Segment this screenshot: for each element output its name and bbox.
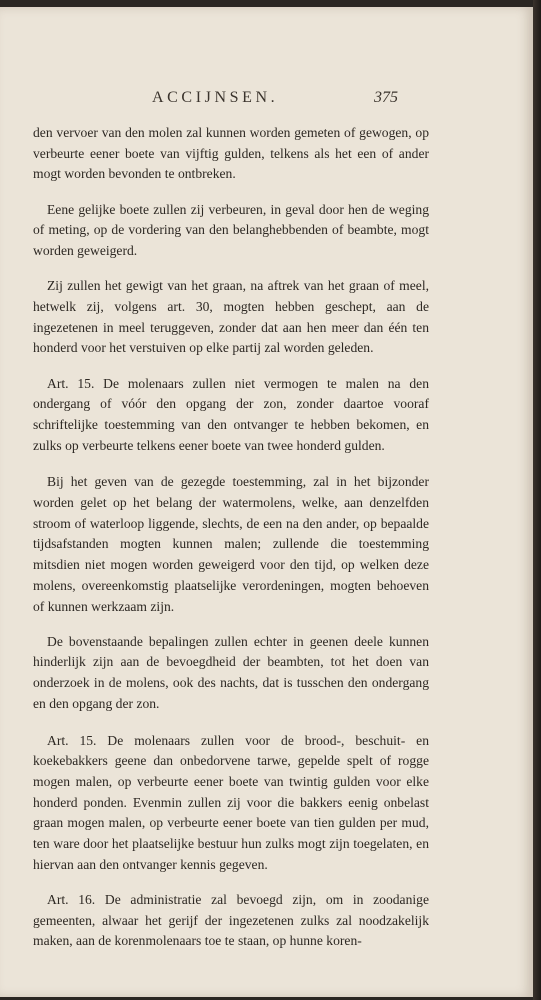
page-edge: [533, 0, 541, 1000]
article-paragraph: Art. 15. De molenaars zullen niet vermogen te malen na den ondergang of vóór den opgang der zon, zonder daartoe vooraf schriftelijke toestemming van den ontvanger te hebben bekomen, en zulks op verbeurte telkens eener boete van twee honderd gulden.: [33, 375, 429, 453]
paragraph: Zij zullen het gewigt van het graan, na aftrek van het graan of meel, hetwelk zij, volgens art. 30, mogten hebben geschept, aan de ingezetenen in meel teruggeven, zonder dat aan hen meer dan één ten honderd voor het verstuiven op elke partij zal worden geleden.: [33, 278, 429, 356]
running-title: ACCIJNSEN.: [152, 89, 279, 106]
paragraph: Eene gelijke boete zullen zij verbeuren, in geval door hen de weging of meting, op de vordering van den belanghebbenden of beambte, mogt worden geweigerd.: [33, 201, 429, 259]
article-paragraph: Art. 15. De molenaars zullen voor de brood-, beschuit- en koekebakkers geene dan onbedorvene tarwe, gepelde spelt of rogge mogen malen, op verbeurte eener boete van twintig gulden voor elke honderd ponden. Evenmin zullen zij voor die bakkers eenig onbelast graan mogen malen, op verbeurte eener boete van tien gulden per mud, ten ware door het plaatselijke bestuur hun zulks mogt zijn toegelaten, en hiervan aan den ontvanger kennis gegeven.: [33, 732, 429, 872]
paragraph: den vervoer van den molen zal kunnen worden gemeten of gewogen, op verbeurte eener boete van vijftig gulden, telkens als het een of ander mogt worden bevonden te ontbreken.: [33, 125, 429, 182]
paragraph: Bij het geven van de gezegde toestemming, zal in het bijzonder worden gelet op het belang der watermolens, welke, aan denzelfden stroom of waterloop liggende, slechts, de een na den ander, op bepaalde tijdsafstanden mogten kunnen malen; zullende die toestemming mitsdien niet mogen worden geweigerd voor den tijd, op welken deze molens, overeenkomstig plaatselijke verordeningen, mogten behoeven of kunnen werkzaam zijn.: [33, 474, 429, 614]
page-header: [0, 89, 533, 113]
body-text: [33, 123, 429, 967]
book-page: [0, 7, 533, 997]
page-number: 375: [374, 89, 398, 106]
article-paragraph: Art. 16. De administratie zal bevoegd zijn, om in zoodanige gemeenten, alwaar het gerijf der ingezetenen zulks zal noodzakelijk maken, aan de korenmolenaars toe te staan, op hunne koren-: [33, 892, 429, 949]
paragraph: De bovenstaande bepalingen zullen echter in geenen deele kunnen hinderlijk zijn aan de bevoegdheid der beambten, tot het doen van onderzoek in de molens, ook des nachts, dat is tusschen den ondergang en den opgang der zon.: [33, 633, 429, 711]
